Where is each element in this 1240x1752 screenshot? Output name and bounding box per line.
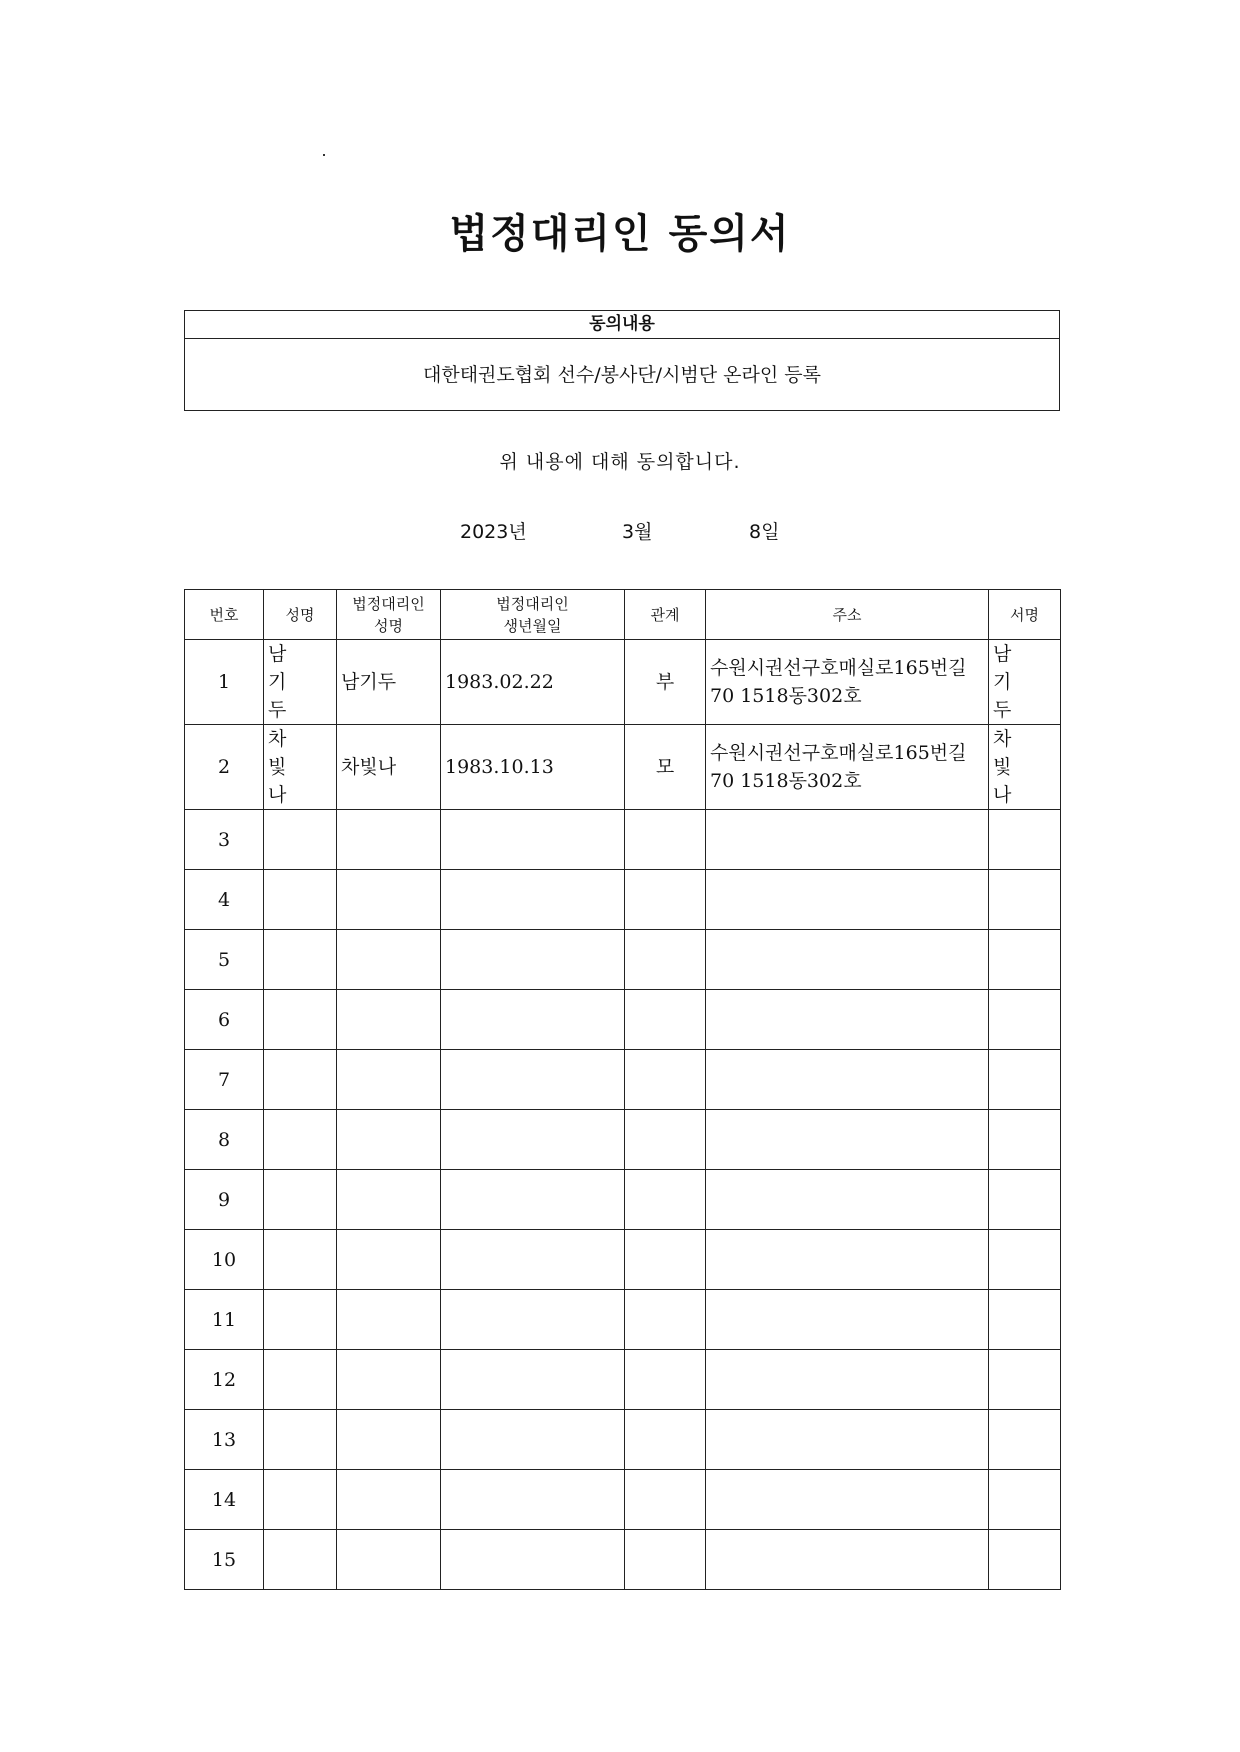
registration-table [184,589,1061,1590]
cell-guardian-birthdate [441,1530,625,1590]
cell-signature [989,1350,1061,1410]
cell-address [706,1230,989,1290]
cell-relation [625,1110,706,1170]
cell-address [706,810,989,870]
cell-signature [989,1530,1061,1590]
table-row [185,1230,1061,1290]
cell-address [706,1530,989,1590]
cell-guardian-name: 남기두 [337,640,441,725]
table-row [185,1530,1061,1590]
cell-relation [625,1170,706,1230]
cell-name [264,1230,337,1290]
cell-guardian-birthdate [441,1470,625,1530]
cell-name [264,930,337,990]
cell-relation [625,1290,706,1350]
cell-guardian-name [337,1290,441,1350]
table-row [185,810,1061,870]
cell-address [706,870,989,930]
cell-relation [625,1230,706,1290]
cell-name [264,1050,337,1110]
table-row [185,1290,1061,1350]
cell-guardian-birthdate [441,1170,625,1230]
cell-number: 4 [185,870,264,930]
page-title: 법정대리인 동의서 [449,211,791,257]
cell-signature: 남기두 [989,640,1061,725]
cell-guardian-birthdate [441,930,625,990]
cell-relation [625,1350,706,1410]
cell-relation: 부 [625,640,706,725]
cell-address [706,1170,989,1230]
cell-guardian-name [337,1350,441,1410]
cell-guardian-birthdate [441,870,625,930]
cell-address: 수원시권선구호매실로165번길70 1518동302호 [706,725,989,810]
cell-address [706,930,989,990]
cell-guardian-birthdate: 1983.02.22 [441,640,625,725]
cell-guardian-name [337,1410,441,1470]
cell-signature [989,870,1061,930]
table-row [185,640,1061,725]
cell-guardian-name [337,1530,441,1590]
cell-address [706,990,989,1050]
cell-name: 차빛나 [264,725,337,810]
consent-header: 동의내용 [185,311,1059,339]
table-row [185,1110,1061,1170]
cell-number: 7 [185,1050,264,1110]
cell-address [706,1110,989,1170]
cell-name [264,990,337,1050]
cell-relation [625,810,706,870]
cell-number: 14 [185,1470,264,1530]
cell-name [264,1350,337,1410]
cell-signature [989,1470,1061,1530]
cell-number: 15 [185,1530,264,1590]
cell-number: 5 [185,930,264,990]
cell-name [264,1470,337,1530]
cell-guardian-birthdate [441,1410,625,1470]
cell-signature [989,1110,1061,1170]
cell-address: 수원시권선구호매실로165번길70 1518동302호 [706,640,989,725]
header-guardian-birthdate: 법정대리인 생년월일 [441,590,625,640]
cell-guardian-name [337,1470,441,1530]
cell-signature [989,990,1061,1050]
cell-guardian-name [337,870,441,930]
table-header-row [185,590,1061,640]
cell-relation [625,1530,706,1590]
cell-name [264,1290,337,1350]
cell-number: 2 [185,725,264,810]
cell-address [706,1290,989,1350]
cell-number: 1 [185,640,264,725]
cell-number: 13 [185,1410,264,1470]
cell-signature [989,930,1061,990]
table-row [185,1350,1061,1410]
date-day: 8일 [749,521,780,543]
cell-name: 남기두 [264,640,337,725]
table-row [185,1050,1061,1110]
cell-number: 11 [185,1290,264,1350]
cell-guardian-name [337,1230,441,1290]
cell-signature: 차빛나 [989,725,1061,810]
table-row [185,930,1061,990]
cell-guardian-birthdate [441,1290,625,1350]
cell-relation: 모 [625,725,706,810]
cell-name [264,1530,337,1590]
cell-signature [989,1230,1061,1290]
date-month: 3월 [622,521,653,543]
cell-signature [989,1170,1061,1230]
cell-guardian-name [337,1050,441,1110]
cell-name [264,870,337,930]
cell-guardian-birthdate [441,1350,625,1410]
consent-box [184,310,1060,411]
cell-relation [625,990,706,1050]
cell-relation [625,1410,706,1470]
cell-guardian-name [337,990,441,1050]
stray-mark [323,154,325,156]
cell-guardian-name [337,1170,441,1230]
cell-guardian-name [337,930,441,990]
cell-signature [989,1410,1061,1470]
cell-signature [989,1290,1061,1350]
header-relation: 관계 [625,590,706,640]
cell-number: 3 [185,810,264,870]
cell-address [706,1050,989,1110]
date-year: 2023년 [460,521,527,543]
header-signature: 서명 [989,590,1061,640]
cell-address [706,1410,989,1470]
cell-number: 9 [185,1170,264,1230]
cell-guardian-name [337,810,441,870]
cell-address [706,1350,989,1410]
header-number: 번호 [185,590,264,640]
table-row [185,1470,1061,1530]
header-address: 주소 [706,590,989,640]
table-row [185,1170,1061,1230]
cell-number: 10 [185,1230,264,1290]
cell-name [264,810,337,870]
cell-number: 8 [185,1110,264,1170]
header-guardian-name: 법정대리인 성명 [337,590,441,640]
cell-guardian-birthdate [441,990,625,1050]
cell-number: 12 [185,1350,264,1410]
table-row [185,1410,1061,1470]
table-row [185,870,1061,930]
cell-name [264,1170,337,1230]
cell-relation [625,1050,706,1110]
table-row [185,990,1061,1050]
cell-number: 6 [185,990,264,1050]
cell-guardian-birthdate [441,1050,625,1110]
header-name: 성명 [264,590,337,640]
agreement-text: 위 내용에 대해 동의합니다. [499,451,741,473]
cell-guardian-name: 차빛나 [337,725,441,810]
cell-guardian-birthdate: 1983.10.13 [441,725,625,810]
cell-relation [625,1470,706,1530]
cell-address [706,1470,989,1530]
cell-guardian-birthdate [441,1230,625,1290]
cell-signature [989,1050,1061,1110]
cell-name [264,1410,337,1470]
cell-guardian-name [337,1110,441,1170]
cell-guardian-birthdate [441,1110,625,1170]
consent-body: 대한태권도협회 선수/봉사단/시범단 온라인 등록 [422,364,821,386]
cell-signature [989,810,1061,870]
cell-relation [625,930,706,990]
cell-relation [625,870,706,930]
table-row [185,725,1061,810]
cell-name [264,1110,337,1170]
cell-guardian-birthdate [441,810,625,870]
